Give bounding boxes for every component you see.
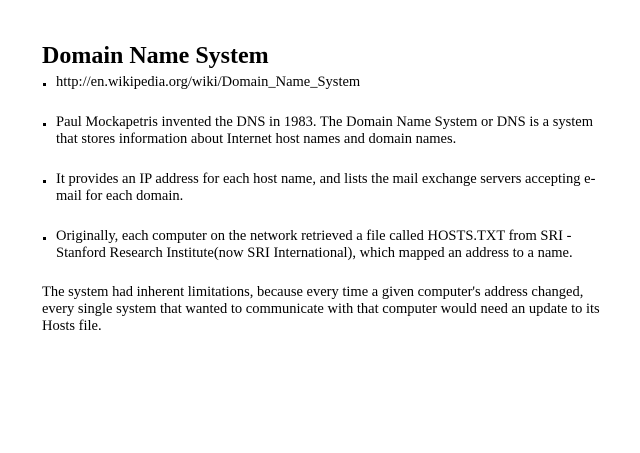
- bullet-list: [42, 74, 600, 262]
- bullet-dot-icon: [43, 237, 46, 240]
- bullet-dot-icon: [43, 123, 46, 126]
- limitations-paragraph: The system had inherent limitations, because every time a given computer's address changed, every single system that wanted to communicate with that computer would need an update to its Hosts file.: [42, 284, 600, 334]
- bullet-item-wikipedia-link: [42, 74, 600, 91]
- bullet-text: http://en.wikipedia.org/wiki/Domain_Name_System: [56, 74, 361, 90]
- bullet-text: Originally, each computer on the network retrieved a file called HOSTS.TXT from SRI - Stanford Research Institute(now SRI International), which mapped an address to a name.: [56, 228, 573, 261]
- bullet-item-ip-address: [42, 171, 600, 205]
- bullet-item-inventor: [42, 114, 600, 148]
- bullet-text: Paul Mockapetris invented the DNS in 1983. The Domain Name System or DNS is a system that stores information about Internet host names and domain names.: [56, 114, 593, 147]
- bullet-item-hosts-txt: [42, 228, 600, 262]
- slide-title: Domain Name System: [42, 43, 269, 69]
- bullet-dot-icon: [43, 180, 46, 183]
- bullet-dot-icon: [43, 83, 46, 86]
- bullet-text: It provides an IP address for each host name, and lists the mail exchange servers accepting e-mail for each domain.: [56, 171, 596, 204]
